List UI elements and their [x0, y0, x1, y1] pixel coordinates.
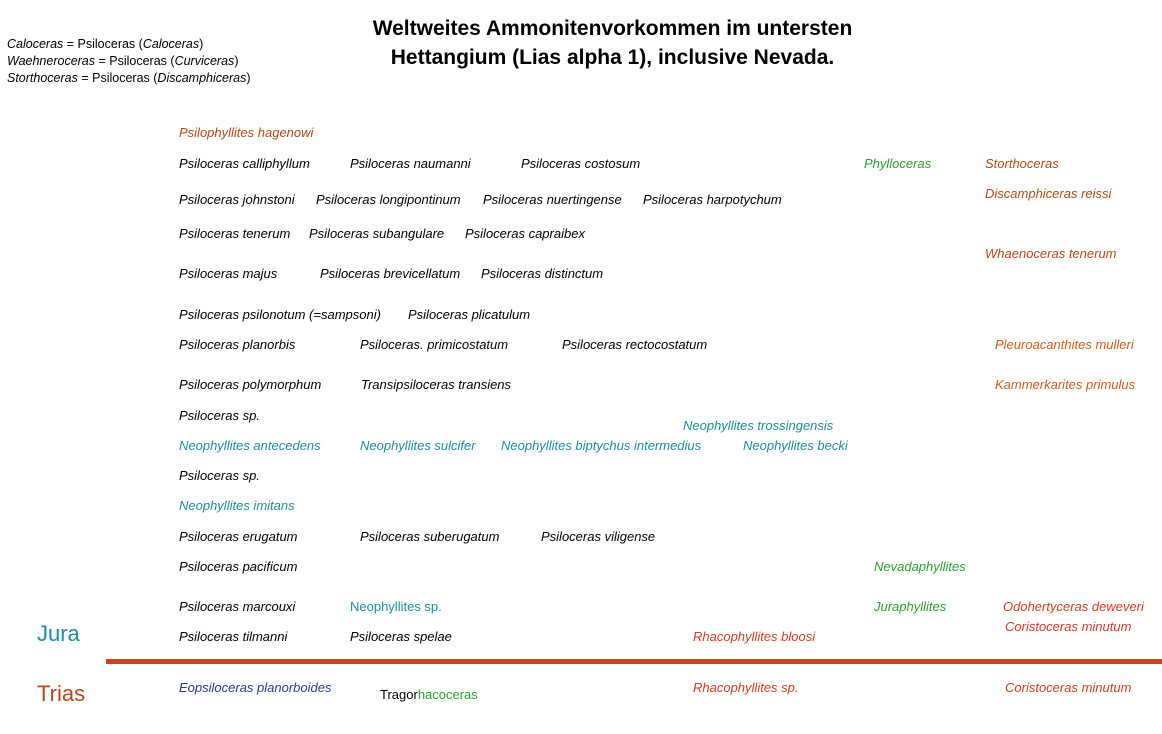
species-transipsiloceras-transiens: Transipsiloceras transiens	[361, 377, 512, 392]
period-label-jura: Jura	[37, 621, 80, 646]
species-psiloceras-johnstoni: Psiloceras johnstoni	[179, 192, 295, 207]
species-eopsiloceras-planorboides: Eopsiloceras planorboides	[179, 680, 332, 695]
species-coristoceras-minutum-trias: Coristoceras minutum	[1005, 680, 1132, 695]
species-neophyllites-sulcifer: Neophyllites sulcifer	[360, 438, 476, 453]
synonym-row: Storthoceras = Psiloceras (Discamphiceras)	[7, 71, 251, 85]
species-psilophyllites-hagenowi: Psilophyllites hagenowi	[179, 125, 314, 140]
synonym-row: Waehneroceras = Psiloceras (Curviceras)	[7, 54, 239, 68]
species-discamphiceras-reissi: Discamphiceras reissi	[985, 186, 1112, 201]
species-psiloceras-polymorphum: Psiloceras polymorphum	[179, 377, 322, 392]
species-psiloceras-longipontinum: Psiloceras longipontinum	[316, 192, 461, 207]
species-psiloceras-nuertingense: Psiloceras nuertingense	[483, 192, 622, 207]
species-phylloceras: Phylloceras	[864, 156, 932, 171]
species-psiloceras-suberugatum: Psiloceras suberugatum	[360, 529, 500, 544]
synonym-legend	[7, 36, 251, 87]
species-psiloceras-plicatulum: Psiloceras plicatulum	[408, 307, 531, 322]
species-storthoceras: Storthoceras	[985, 156, 1059, 171]
species-psiloceras-calliphyllum: Psiloceras calliphyllum	[179, 156, 310, 171]
species-kammerkarites-primulus: Kammerkarites primulus	[995, 377, 1136, 392]
period-label-trias: Trias	[37, 681, 86, 706]
species-psiloceras-spelae: Psiloceras spelae	[350, 629, 452, 644]
species-psiloceras-subangulare: Psiloceras subangulare	[309, 226, 445, 241]
species-psiloceras-majus: Psiloceras majus	[179, 266, 278, 281]
title-line-2: Hettangium (Lias alpha 1), inclusive Nevada.	[390, 46, 835, 69]
species-psiloceras-sp: Psiloceras sp.	[179, 468, 260, 483]
title-line-1: Weltweites Ammonitenvorkommen im untersten	[372, 17, 853, 40]
species-psiloceras-viligense: Psiloceras viligense	[541, 529, 656, 544]
species-neophyllites-sp: Neophyllites sp.	[350, 599, 442, 614]
species-psiloceras-tenerum: Psiloceras tenerum	[179, 226, 291, 241]
species-neophyllites-biptychus-intermedius: Neophyllites biptychus intermedius	[501, 438, 702, 453]
species-juraphyllites: Juraphyllites	[874, 599, 947, 614]
species-nevadaphyllites: Nevadaphyllites	[874, 559, 966, 574]
species-psiloceras-costosum: Psiloceras costosum	[521, 156, 641, 171]
species-neophyllites-antecedens: Neophyllites antecedens	[179, 438, 321, 453]
species-psiloceras-tilmanni: Psiloceras tilmanni	[179, 629, 288, 644]
species-whaenoceras-tenerum: Whaenoceras tenerum	[985, 246, 1117, 261]
species-psiloceras-pacificum: Psiloceras pacificum	[179, 559, 298, 574]
species-neophyllites-becki: Neophyllites becki	[743, 438, 848, 453]
species-psiloceras-marcouxi: Psiloceras marcouxi	[179, 599, 296, 614]
species-neophyllites-imitans: Neophyllites imitans	[179, 498, 295, 513]
page-title	[300, 14, 925, 72]
species-neophyllites-trossingensis: Neophyllites trossingensis	[683, 418, 834, 433]
species-rhacophyllites-bloosi: Rhacophyllites bloosi	[693, 629, 816, 644]
species-coristoceras-minutum-jura: Coristoceras minutum	[1005, 619, 1132, 634]
jura-trias-boundary-line	[106, 659, 1162, 664]
species-psiloceras-harpotychum: Psiloceras harpotychum	[643, 192, 782, 207]
species-psiloceras-planorbis: Psiloceras planorbis	[179, 337, 296, 352]
species-psiloceras-naumanni: Psiloceras naumanni	[350, 156, 471, 171]
species-psiloceras-brevicellatum: Psiloceras brevicellatum	[320, 266, 461, 281]
species-psiloceras-erugatum: Psiloceras erugatum	[179, 529, 298, 544]
species-psiloceras-primicostatum: Psiloceras. primicostatum	[360, 337, 509, 352]
species-pleuroacanthites-mulleri: Pleuroacanthites mulleri	[995, 337, 1134, 352]
species-psiloceras-rectocostatum: Psiloceras rectocostatum	[562, 337, 708, 352]
species-psiloceras-sp: Psiloceras sp.	[179, 408, 260, 423]
species-tragorhacoceras: Tragorhacoceras	[380, 687, 478, 702]
species-psiloceras-psilonotum: Psiloceras psilonotum (=sampsoni)	[179, 307, 381, 322]
species-rhacophyllites-sp: Rhacophyllites sp.	[693, 680, 799, 695]
species-psiloceras-distinctum: Psiloceras distinctum	[481, 266, 604, 281]
synonym-row: Caloceras = Psiloceras (Caloceras)	[7, 37, 204, 51]
species-odohertyceras-deweveri: Odohertyceras deweveri	[1003, 599, 1144, 614]
species-psiloceras-capraibex: Psiloceras capraibex	[465, 226, 585, 241]
